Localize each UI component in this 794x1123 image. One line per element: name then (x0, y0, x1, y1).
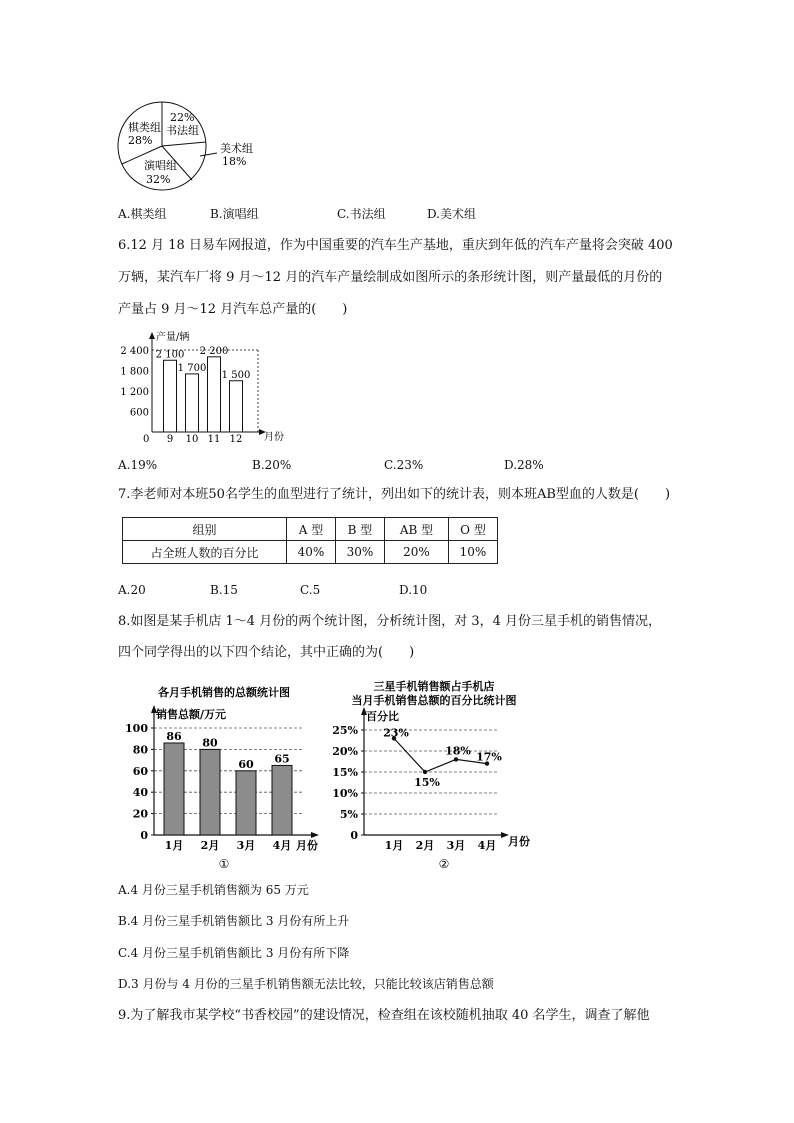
y-tick-label: 1 200 (120, 387, 149, 398)
blood-type-table (122, 517, 498, 564)
table-cell: 20% (385, 541, 449, 564)
q6-text-line2: 万辆，某汽车厂将 9 月～12 月的汽车产量绘制成如图所示的条形统计图，则产量最低的月份的 (118, 270, 663, 285)
y-tick-label: 100 (125, 722, 148, 735)
data-point-label: 15% (414, 776, 440, 789)
pie-label-meishu: 美术组 (220, 142, 253, 155)
chart-title: 各月手机销售的总额统计图 (158, 686, 290, 699)
bar-value-label: 2 100 (155, 349, 185, 361)
y-axis-label: 销售总额/万元 (156, 708, 227, 721)
q8-text-line2: 四个同学得出的以下四个结论，其中正确的为( ) (118, 645, 415, 660)
table-header-cell: 组别 (123, 518, 287, 541)
bar-value-label: 65 (274, 752, 290, 766)
q8-option-c: C.4 月份三星手机销售额比 3 月份有所下降 (118, 946, 350, 960)
table-cell: 10% (449, 541, 498, 564)
pie-label-shufa: 书法组 (166, 124, 199, 137)
y-tick-label: 1 800 (120, 366, 149, 378)
y-tick-label: 5% (339, 808, 358, 821)
pie-percent-shufa: 22% (170, 111, 195, 124)
x-tick-label: 4月 (477, 839, 497, 852)
bar-value-label: 80 (202, 736, 218, 750)
x-tick-label: 11 (207, 434, 221, 445)
data-point-label: 23% (383, 726, 409, 740)
bar-value-label: 60 (238, 757, 254, 771)
origin-label: 0 (143, 434, 150, 445)
y-tick-label: 600 (129, 407, 149, 419)
bar (164, 360, 177, 432)
x-axis-arrow (311, 832, 319, 838)
y-tick-label: 80 (132, 743, 148, 757)
x-tick-label: 3月 (236, 839, 256, 852)
q5-option-d: D.美术组 (427, 207, 477, 221)
table-cell: 30% (336, 541, 385, 564)
y-tick-label: 60 (132, 764, 148, 778)
bar-value-label: 1 500 (221, 369, 251, 381)
pie-chart (112, 98, 282, 198)
x-tick-label: 2月 (415, 839, 435, 852)
x-tick-label: 1月 (384, 839, 404, 852)
table-row (123, 518, 498, 541)
y-tick-label: 0 (350, 829, 358, 842)
q8-option-b: B.4 月份三星手机销售额比 3 月份有所上升 (118, 914, 350, 928)
pie-leader-line (200, 153, 217, 156)
x-axis-label: 月份 (508, 835, 530, 848)
q7-option-c: C.5 (300, 583, 321, 597)
q6-text-line3: 产量占 9 月～12 月汽车总产量的( ) (118, 302, 348, 317)
q7-option-b: B.15 (210, 583, 238, 597)
q6-option-c: C.23% (384, 458, 424, 472)
x-tick-label: 1月 (164, 839, 184, 852)
y-axis-label: 百分比 (366, 710, 399, 723)
table-header-cell: A 型 (287, 518, 336, 541)
q7-option-a: A.20 (118, 583, 146, 597)
table-header-cell: O 型 (449, 518, 498, 541)
q6-option-b: B.20% (252, 458, 292, 472)
y-tick-label: 15% (332, 766, 358, 779)
bar-value-label: 1 700 (177, 362, 207, 374)
pie-percent-meishu: 18% (222, 155, 247, 168)
pie-percent-qilei: 28% (128, 134, 153, 147)
y-tick-label: 2 400 (120, 346, 149, 357)
table-row (123, 541, 498, 564)
y-tick-label: 20 (132, 807, 148, 821)
x-tick-label: 10 (185, 434, 199, 445)
series-line (394, 738, 487, 772)
chart-title-line2: 当月手机销售总额的百分比统计图 (351, 694, 517, 707)
x-axis-label: 月份 (296, 839, 318, 852)
y-axis-arrow (149, 332, 155, 339)
table-header-cell: B 型 (336, 518, 385, 541)
q5-option-a: A.棋类组 (118, 207, 167, 221)
x-tick-label: 9 (166, 434, 174, 445)
bar (186, 374, 199, 432)
table-cell: 40% (287, 541, 336, 564)
x-tick-label: 2月 (200, 839, 220, 852)
monthly-sales-bar-chart (124, 680, 334, 876)
bar (272, 765, 292, 835)
samsung-percent-line-chart (332, 676, 542, 876)
x-axis-label: 月份 (264, 432, 284, 443)
table-cell: 占全班人数的百分比 (123, 541, 287, 564)
y-tick-label: 20% (332, 745, 358, 758)
q6-text-line1: 6.12 月 18 日易车网报道，作为中国重要的汽车生产基地，重庆到年低的汽车产量将会突破 400 (118, 238, 673, 253)
chart-title-line1: 三星手机销售额占手机店 (373, 680, 495, 693)
q7-text: 7.李老师对本班50名学生的血型进行了统计，列出如下的统计表，则本班AB型血的人数是( ) (118, 487, 671, 502)
q5-option-c: C.书法组 (337, 207, 386, 221)
q8-option-a: A.4 月份三星手机销售额为 65 万元 (118, 883, 309, 897)
q8-text-line1: 8.如图是某手机店 1～4 月份的两个统计图，分析统计图，对 3，4 月份三星手机的销售情况， (118, 614, 662, 629)
data-point-label: 18% (445, 744, 471, 758)
data-point (454, 757, 458, 761)
q8-option-d: D.3 月份与 4 月份的三星手机销售额无法比较，只能比较该店销售总额 (118, 977, 494, 991)
x-tick-label: 3月 (446, 839, 466, 852)
bar (200, 749, 220, 835)
car-production-bar-chart (112, 330, 302, 448)
y-tick-label: 10% (332, 787, 358, 800)
x-tick-label: 4月 (272, 839, 292, 852)
q9-text-line1: 9.为了解我市某学校“书香校园”的建设情况，检查组在该校随机抽取 40 名学生，调查了解他 (118, 1008, 650, 1023)
chart-caption: ② (438, 857, 450, 871)
q7-option-d: D.10 (399, 583, 428, 597)
pie-label-yanchang: 演唱组 (144, 159, 177, 172)
x-tick-label: 12 (229, 434, 243, 445)
pie-label-qilei: 棋类组 (128, 121, 161, 134)
y-tick-label: 40 (132, 786, 148, 800)
q6-option-a: A.19% (118, 458, 158, 472)
bar (164, 743, 184, 835)
q5-option-b: B.演唱组 (210, 207, 259, 221)
q6-option-d: D.28% (504, 458, 544, 472)
y-tick-label: 0 (140, 829, 148, 842)
bar-value-label: 86 (166, 729, 182, 743)
pie-percent-yanchang: 32% (146, 173, 171, 186)
data-point-label: 17% (476, 750, 502, 764)
y-axis-label: 产量/辆 (156, 332, 190, 343)
data-point (423, 770, 427, 774)
y-tick-label: 25% (332, 724, 358, 737)
chart-caption: ① (218, 857, 230, 871)
bar (230, 381, 243, 432)
bar (208, 357, 221, 432)
bar-value-label: 2 200 (199, 345, 229, 357)
bar (236, 771, 256, 835)
table-header-cell: AB 型 (385, 518, 449, 541)
pie-divider-right (162, 142, 206, 146)
